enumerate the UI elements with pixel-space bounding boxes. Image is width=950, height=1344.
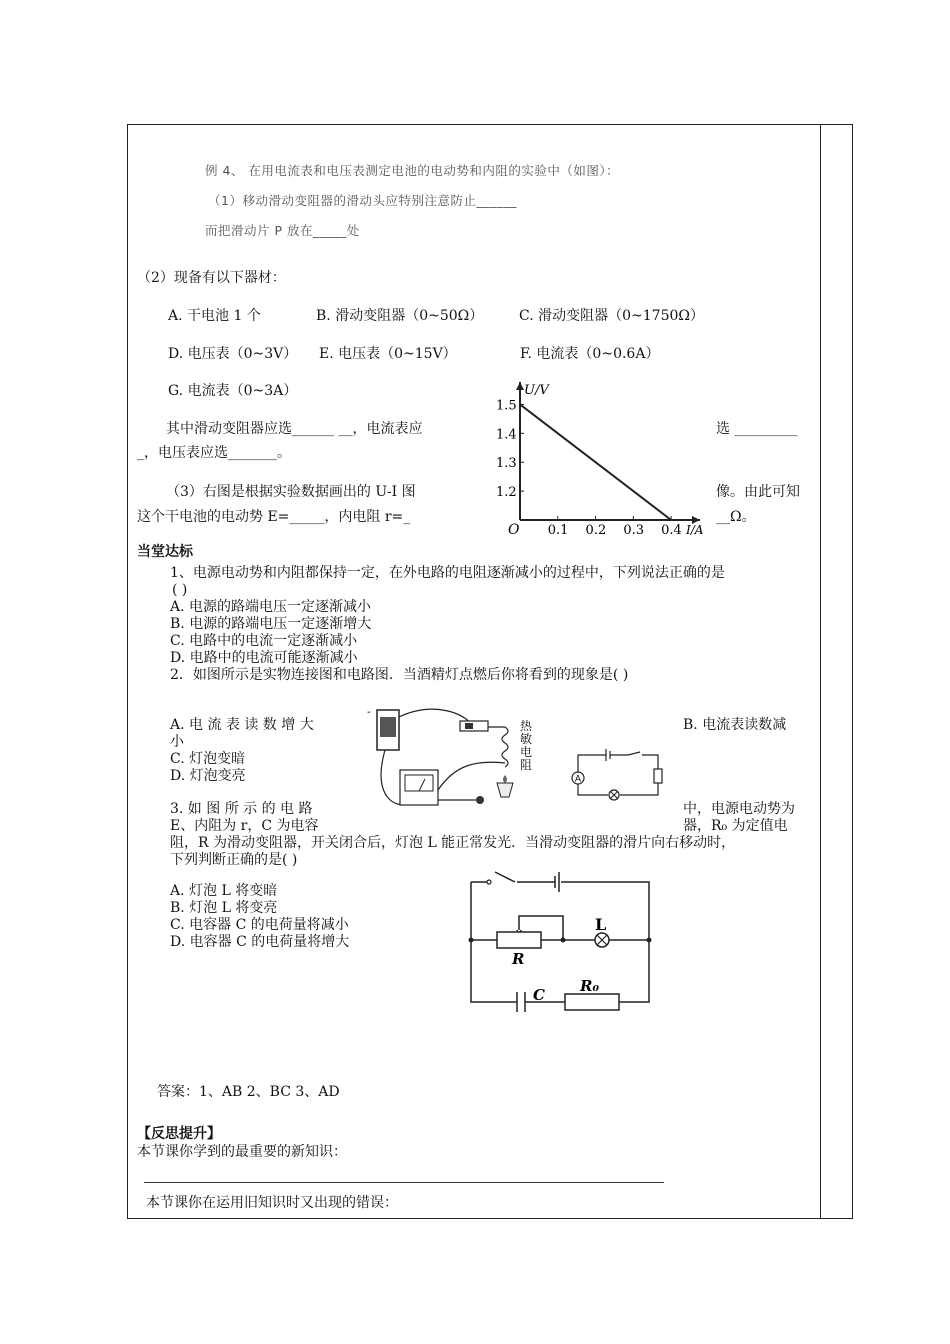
y-tick-label-1: 1.5 <box>496 398 517 414</box>
p1-stem: 1、电源电动势和内阻都保持一定，在外电路的电阻逐渐减小的过程中，下列说法正确的是 <box>170 565 725 581</box>
ex4-q1-line2: 而把滑动片 P 放在_____处 <box>205 223 360 238</box>
thermistor-label-char-2: 敏 <box>520 732 533 746</box>
y-axis-arrow <box>516 382 524 390</box>
x-tick-label-3: 0.3 <box>623 523 645 538</box>
p2-option-b: B. 电流表读数减 <box>683 717 787 733</box>
p3-line2-right: 器，R₀ 为定值电 <box>683 818 788 834</box>
option-b: B. 滑动变阻器（0~50Ω） <box>316 308 484 324</box>
thermistor-label <box>520 720 532 772</box>
q3-line1: （3）右图是根据实验数据画出的 U-I 图 <box>166 484 416 500</box>
option-g: G. 电流表（0~3A） <box>168 383 298 399</box>
p3-line1-left: 3. 如 图 所 示 的 电 路 <box>170 801 313 817</box>
p2-option-b-cont: 小 <box>170 734 184 750</box>
p3-line1-right: 中，电源电动势为 <box>683 801 795 817</box>
option-e: E. 电压表（0~15V） <box>319 346 457 362</box>
ui-chart <box>485 380 705 545</box>
x-tick-label-4: 0.4 <box>661 523 682 538</box>
y-tick-label-3: 1.3 <box>496 456 517 472</box>
thermistor-circuit-diagram <box>568 748 668 803</box>
practice-heading: 当堂达标 <box>137 544 193 560</box>
capacitor-circuit-diagram <box>467 872 657 1012</box>
reflection-heading: 【反思提升】 <box>137 1126 221 1142</box>
p3-option-a: A. 灯泡 L 将变暗 <box>170 883 278 899</box>
reflection-line1: 本节课你学到的最重要的新知识： <box>137 1144 347 1160</box>
p1-option-a: A. 电源的路端电压一定逐渐减小 <box>170 599 372 615</box>
p3-option-b: B. 灯泡 L 将变亮 <box>170 900 278 916</box>
y-axis-label: U/V <box>524 383 549 398</box>
p2-stem: 2．如图所示是实物连接图和电路图．当酒精灯点燃后你将看到的现象是( ) <box>170 667 629 683</box>
p2-option-c: C. 灯泡变暗 <box>170 751 246 767</box>
p2-option-a: A. 电 流 表 读 数 增 大 <box>170 717 314 733</box>
thermistor-apparatus-illustration <box>365 705 545 815</box>
option-c: C. 滑动变阻器（0~1750Ω） <box>519 308 704 324</box>
thermistor-label-char-1: 热 <box>520 719 533 733</box>
series-line-1 <box>520 404 671 520</box>
option-d: D. 电压表（0~3V） <box>168 346 298 362</box>
q3-line1-right: 像。由此可知 <box>716 484 800 500</box>
label-R: R <box>512 950 525 968</box>
p3-line4: 下列判断正确的是( ) <box>170 852 298 868</box>
option-a: A. 干电池 1 个 <box>168 308 261 324</box>
q3-line2-right: __Ω。 <box>716 509 756 525</box>
select-line1-right: 选 _________ <box>716 421 798 437</box>
ex4-title: 例 4、 在用电流表和电压表测定电池的电动势和内阻的实验中（如图）： <box>205 163 620 178</box>
reflection-line2: 本节课你在运用旧知识时又出现的错误： <box>146 1195 398 1211</box>
label-C: C <box>533 986 545 1004</box>
p3-option-d: D. 电容器 C 的电荷量将增大 <box>170 934 350 950</box>
ex4-q1-line1: （1）移动滑动变阻器的滑动头应特别注意防止______ <box>208 193 517 208</box>
p3-option-c: C. 电容器 C 的电荷量将减小 <box>170 917 349 933</box>
x-axis-label: I/A <box>686 523 704 537</box>
answer-key: 答案：1、AB 2、BC 3、AD <box>157 1084 340 1100</box>
origin-label: O <box>508 522 520 538</box>
p1-option-b: B. 电源的路端电压一定逐渐增大 <box>170 616 372 632</box>
p3-line2-left: E、内阻为 r，C 为电容 <box>170 818 319 834</box>
select-line1: 其中滑动变阻器应选______ __，电流表应 <box>166 421 423 437</box>
q3-line2: 这个干电池的电动势 E=_____，内电阻 r=_ <box>137 509 411 525</box>
option-f: F. 电流表（0~0.6A） <box>520 346 660 362</box>
x-tick-label-1: 0.1 <box>547 523 569 538</box>
frame-divider <box>820 124 821 1219</box>
label-L: L <box>595 915 607 934</box>
p2-option-d: D. 灯泡变亮 <box>170 768 246 784</box>
p3-line3: 阻，R 为滑动变阻器，开关闭合后，灯泡 L 能正常发光．当滑动变阻器的滑片向右移动时， <box>170 835 736 851</box>
p1-stem-bracket: ( ) <box>172 582 188 598</box>
ex4-q2-title: （2）现备有以下器材： <box>137 270 286 286</box>
y-tick-label-2: 1.4 <box>496 427 517 443</box>
x-tick-label-2: 0.2 <box>585 523 607 538</box>
y-tick-label-4: 1.2 <box>496 485 517 501</box>
p1-option-c: C. 电路中的电流一定逐渐减小 <box>170 633 358 649</box>
thermistor-label-char-3: 电 <box>520 745 533 759</box>
p1-option-d: D. 电路中的电流可能逐渐减小 <box>170 650 358 666</box>
thermistor-label-char-4: 阻 <box>520 758 533 772</box>
select-line2: _，电压表应选_______。 <box>137 445 291 461</box>
label-R0: R₀ <box>580 977 600 995</box>
answer-line <box>144 1182 664 1183</box>
svg-text:-: - <box>367 707 371 718</box>
ammeter-symbol-label: A <box>574 774 582 785</box>
